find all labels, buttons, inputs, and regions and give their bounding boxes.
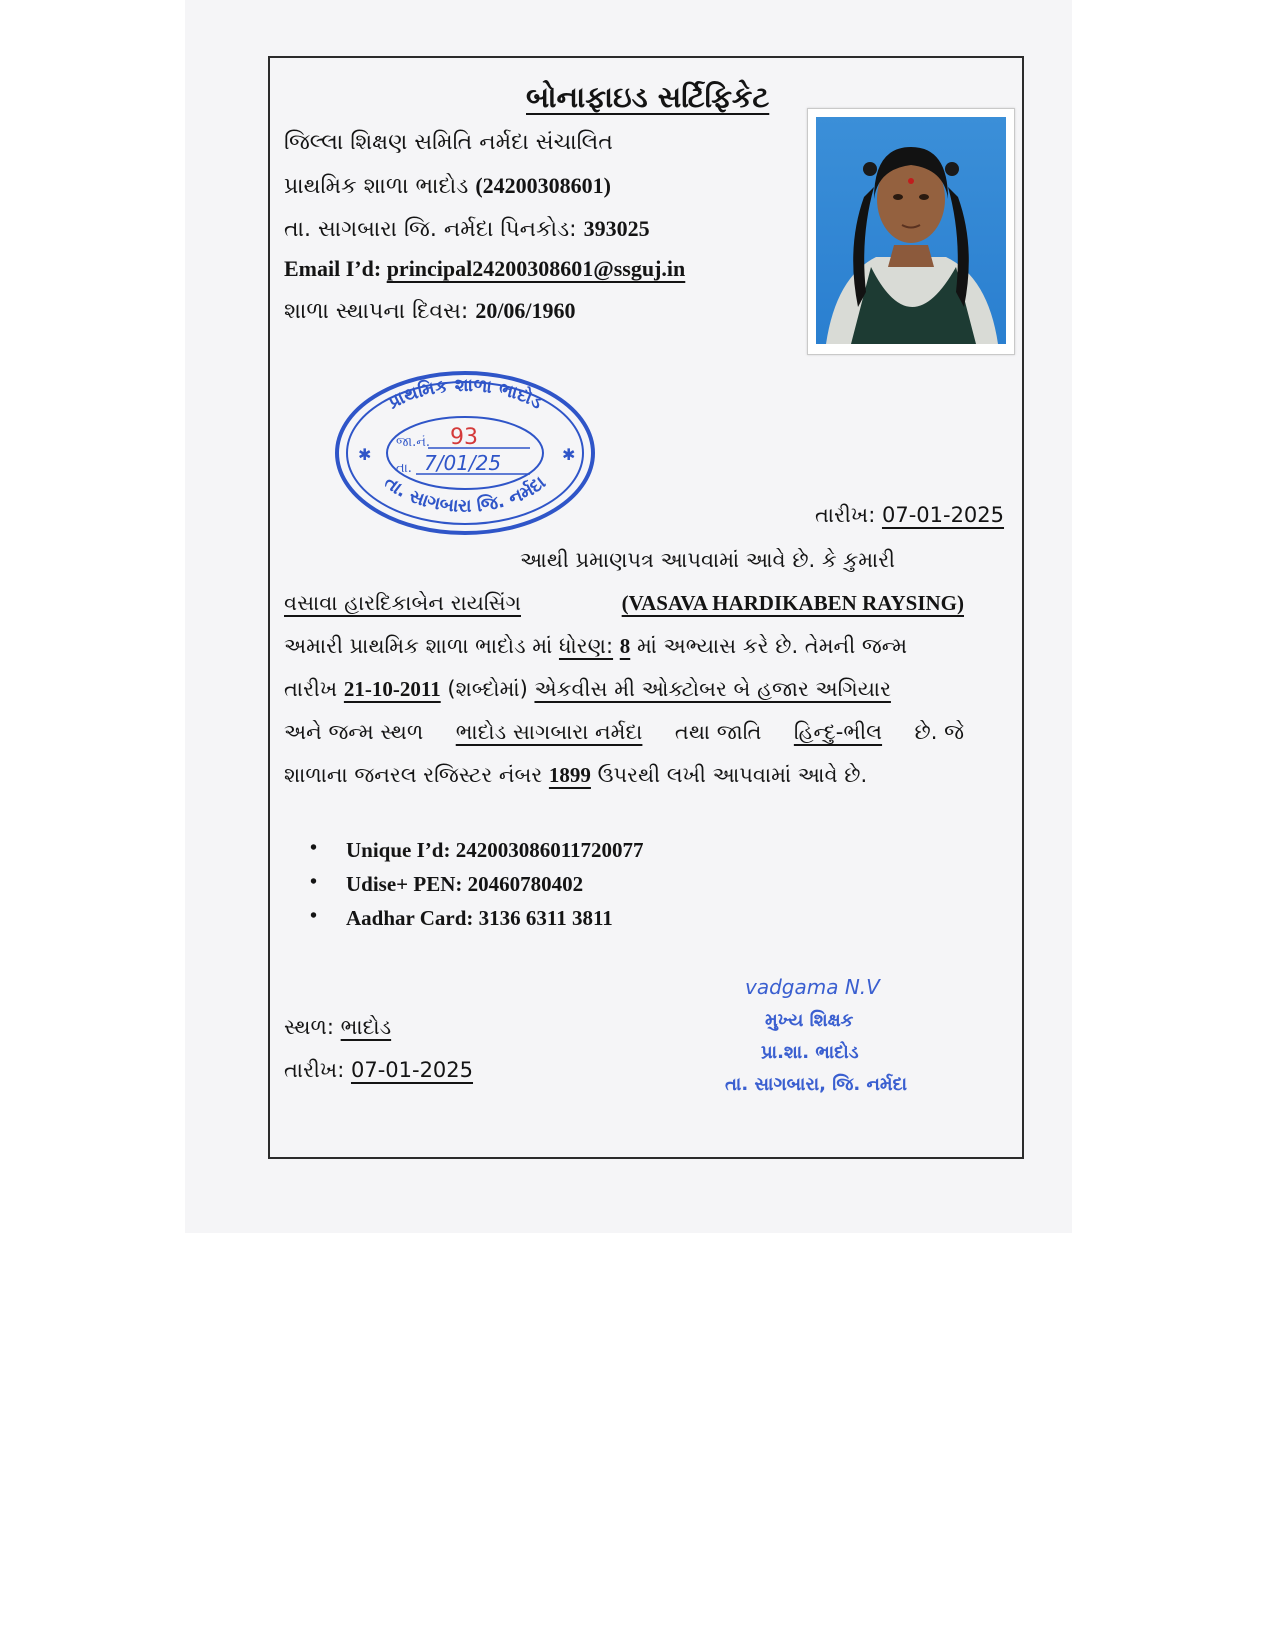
photo-portrait <box>816 117 1006 344</box>
svg-text:તા. સાગબારા જિ. નર્મદા: તા. સાગબારા જિ. નર્મદા <box>380 471 550 517</box>
address-text: તા. સાગબારા જિ. નર્મદા પિનકોડ: <box>284 217 577 242</box>
birthplace-label: અને જન્મ સ્થળ <box>284 720 424 744</box>
svg-text:vadgama N.V: vadgama N.V <box>745 975 880 999</box>
school-code: (24200308601) <box>475 173 611 198</box>
header-email <box>284 256 685 282</box>
place-value: ભાદોડ <box>340 1015 392 1039</box>
body-line-6: શાળાના જનરલ રજિસ્ટર નંબર 1899 ઉપરથી લખી આપવામાં આવે છે. <box>284 763 868 787</box>
dob-words: એકવીસ મી ઓક્ટોબર બે હજાર અગિયાર <box>534 677 891 701</box>
email-label: Email I’d: <box>284 256 382 281</box>
svg-text:જા.નં.: જા.નં. <box>396 435 431 450</box>
footer-date-value: 07-01-2025 <box>350 1058 474 1082</box>
body-line-1: આથી પ્રમાણપત્ર આપવામાં આવે છે. કે કુમારી <box>520 548 896 572</box>
svg-text:93: 93 <box>450 425 478 450</box>
certificate-frame <box>268 56 1024 1159</box>
issue-date-value: 07-01-2025 <box>881 503 1005 527</box>
student-photo <box>807 108 1015 355</box>
footer-place <box>284 1015 391 1040</box>
dob-words-label: (શબ્દોમાં) <box>447 677 528 701</box>
girl-portrait-icon <box>816 117 1006 344</box>
school-seal-icon <box>330 368 600 538</box>
issue-date <box>815 503 1004 528</box>
email-link[interactable]: principal24200308601@ssguj.in <box>386 256 686 281</box>
header-founded <box>284 298 576 324</box>
std-value: 8 <box>619 634 631 658</box>
id-list <box>346 838 644 940</box>
body-line-4 <box>284 677 891 702</box>
list-item: • Aadhar Card: 3136 6311 3811 <box>346 906 644 931</box>
svg-text:પ્રા.શા. ભાદોડ: પ્રા.શા. ભાદોડ <box>761 1042 859 1063</box>
dob-label: તારીખ <box>284 677 338 701</box>
headmaster-signature <box>725 970 955 1120</box>
list-item: • Unique I’d: 242003086011720077 <box>346 838 644 863</box>
svg-text:7/01/25: 7/01/25 <box>424 451 502 475</box>
gr-number: 1899 <box>548 763 591 787</box>
caste: હિન્દુ-ભીલ <box>793 720 883 744</box>
header-line-1: જિલ્લા શિક્ષણ સમિતિ નર્મદા સંચાલિત <box>284 130 613 155</box>
caste-label: તથા જાતિ <box>674 720 762 744</box>
student-name-en: (VASAVA HARDIKABEN RAYSING) <box>621 591 964 615</box>
footer-date-label: તારીખ: <box>284 1058 345 1082</box>
founded-label: શાળા સ્થાપના દિવસ: <box>284 299 469 324</box>
signature-stamp-icon <box>725 970 955 1120</box>
svg-text:પ્રાથમિક શાળા ભાદોડ: પ્રાથમિક શાળા ભાદોડ <box>384 374 546 414</box>
header-address <box>284 216 650 242</box>
body-line-5: અને જન્મ સ્થળ ભાદોડ સાગબારા નર્મદા તથા જાતિ હિન્દુ-ભીલ છે. જે <box>284 720 964 744</box>
pincode: 393025 <box>583 216 650 241</box>
footer-date <box>284 1058 473 1083</box>
svg-text:મુખ્ય શિક્ષક: મુખ્ય શિક્ષક <box>765 1010 854 1031</box>
founded-date: 20/06/1960 <box>475 298 576 323</box>
school-stamp <box>330 368 600 538</box>
header-school <box>284 173 611 199</box>
svg-text:✱: ✱ <box>562 445 576 464</box>
body-line-3: અમારી પ્રાથમિક શાળા ભાદોડ માં ધોરણ: 8 માં અભ્યાસ કરે છે. તેમની જન્મ <box>284 634 908 658</box>
body-line-2 <box>284 591 964 616</box>
list-item: • Udise+ PEN: 20460780402 <box>346 872 644 897</box>
school-name: પ્રાથમિક શાળા ભાદોડ <box>284 174 469 199</box>
svg-text:✱: ✱ <box>358 445 372 464</box>
student-name: વસાવા હારદિકાબેન રાયસિંગ <box>284 591 521 615</box>
std-label: ધોરણ: <box>558 634 614 658</box>
dob-value: 21-10-2011 <box>343 677 441 701</box>
issue-date-label: તારીખ: <box>815 503 876 527</box>
birthplace: ભાદોડ સાગબારા નર્મદા <box>455 720 643 744</box>
svg-text:તા.: તા. <box>396 461 412 476</box>
place-label: સ્થળ: <box>284 1015 334 1039</box>
certificate-title: બોનાફાઇડ સર્ટિફિકેટ <box>526 80 770 114</box>
svg-text:તા. સાગબારા, જિ. નર્મદા: તા. સાગબારા, જિ. નર્મદા <box>725 1074 908 1095</box>
